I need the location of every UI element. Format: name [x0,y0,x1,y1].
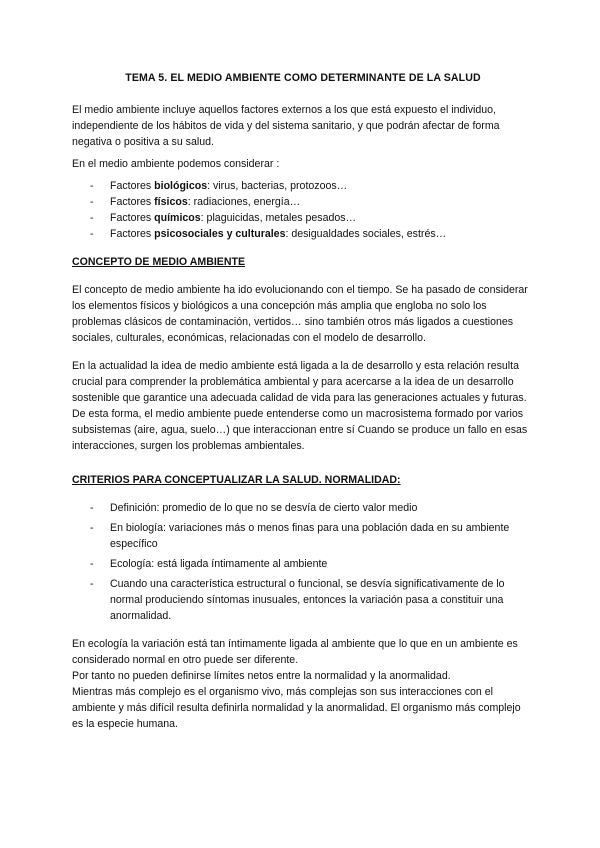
intro-considerar: En el medio ambiente podemos considerar : [72,158,280,170]
list-item: - Factores psicosociales y culturales: desigualdades sociales, estrés… [90,228,447,240]
factor-name: biológicos [154,180,208,192]
factor-name: químicos [154,212,201,224]
concepto-paragraph-1: El concepto de medio ambiente ha ido evolucionando con el tiempo. Se ha pasado de considerar los elementos físicos y biológicos a una concepción más amplia que engloba no solo los problemas clásicos de contaminación, vertidos… sino también otros más ligados a cuestiones sociales, culturales, económicas, relacionadas con el modelo de desarrollo. [72,284,528,344]
list-item: - Factores físicos: radiaciones, energía… [90,196,301,208]
section-heading-criterios: CRITERIOS PARA CONCEPTUALIZAR LA SALUD. NORMALIDAD: [72,474,401,486]
dash-bullet: - [90,502,94,514]
factor-name: físicos [154,196,188,208]
dash-bullet: - [90,558,94,570]
list-item: - En biología: variaciones más o menos finas para una población dada en su ambiente específico [90,522,510,550]
criterios-list [72,500,534,624]
list-item: - Definición: promedio de lo que no se desvía de cierto valor medio [90,502,418,514]
section-heading-concepto: CONCEPTO DE MEDIO AMBIENTE [72,256,246,268]
list-item: - Cuando una característica estructural o funcional, se desvía significativamente de lo normal produciendo síntomas inusuales, entonces la variación pasa a constituir una anormalidad. [90,578,505,622]
dash-bullet: - [90,522,94,534]
list-item: - Factores químicos: plaguicidas, metales pesados… [90,212,357,224]
dash-bullet: - [90,228,94,240]
page-title: TEMA 5. EL MEDIO AMBIENTE COMO DETERMINANTE DE LA SALUD [125,72,481,84]
concepto-paragraph-2: En la actualidad la idea de medio ambiente está ligada a la de desarrollo y esta relación resulta crucial para comprender la problemática ambiental y para acercarse a la idea de un desarrollo sostenible que garantice una adecuada calidad de vida para las generaciones actuales y futuras. [72,360,527,404]
dash-bullet: - [90,212,94,224]
dash-bullet: - [90,578,94,590]
criterios-paragraph-1: En ecología la variación está tan íntimamente ligada al ambiente que lo que en un ambiente es considerado normal en otro puede ser diferente. [72,638,518,666]
list-item: - Factores biológicos: virus, bacterias, protozoos… [90,180,348,192]
concepto-paragraph-3: De esta forma, el medio ambiente puede entenderse como un macrosistema formado por varios subsistemas (aire, agua, suelo…) que interaccionan entre sí Cuando se produce un fallo en esas interacciones, surgen los problemas ambientales. [72,408,528,452]
intro-paragraph: El medio ambiente incluye aquellos factores externos a los que está expuesto el individuo, independiente de los hábitos de vida y del sistema sanitario, y que podrán afectar de forma negativa o positiva a su salud. [72,104,500,148]
criterios-paragraph-2: Por tanto no pueden definirse límites netos entre la normalidad y la anormalidad. [72,670,451,682]
criterios-paragraph-3: Mientras más complejo es el organismo vivo, más complejas son sus interacciones con el ambiente y más difícil resulta definirla normalidad y la anormalidad. El organismo más complejo es la especie humana. [72,686,521,730]
factor-name: psicosociales y culturales [154,228,286,240]
dash-bullet: - [90,196,94,208]
dash-bullet: - [90,180,94,192]
list-item: - Ecología: está ligada íntimamente al ambiente [90,558,328,570]
factors-list [72,178,534,242]
